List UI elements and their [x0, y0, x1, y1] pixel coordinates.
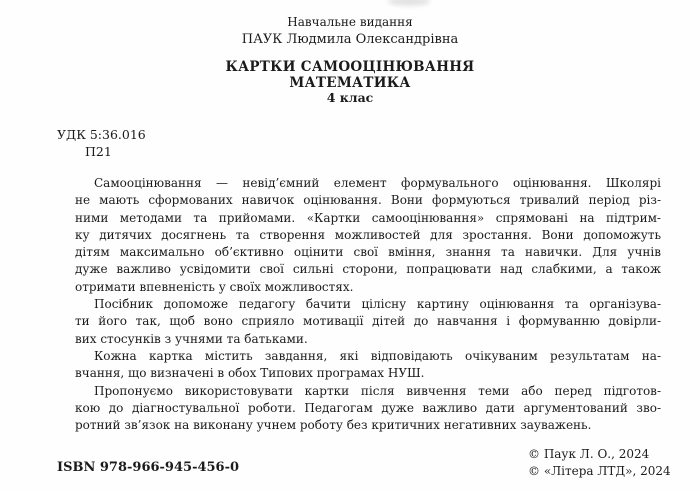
- paragraph-line: не мають сформованих навичок оцінювання. Вони формуються тривалий період різ-: [75, 193, 661, 208]
- header-block: [0, 15, 700, 105]
- paragraph-line: кою до діагностувальної роботи. Педагогам дуже важливо дати аргументований зво-: [75, 400, 661, 415]
- edition-note: Навчальне видання: [287, 15, 413, 29]
- paragraph-line: вих стосунків з учнями та батьками.: [75, 331, 308, 346]
- paragraph-line: Пропонуємо використовувати картки після вивчення теми або перед підготов-: [94, 383, 661, 398]
- classification-block: [57, 126, 146, 160]
- annotation-text: [75, 175, 661, 434]
- paragraph-line: дітям максимально об’єктивно оцінити свої вміння, знання та навички. Для учнів: [75, 245, 661, 260]
- paragraph-line: ними методами та прийомами. «Картки самооцінювання» спрямовані на підтрим-: [75, 210, 661, 225]
- isbn: ISBN 978-966-945-456-0: [57, 460, 240, 475]
- book-grade: 4 клас: [326, 90, 374, 105]
- book-subject: МАТЕМАТИКА: [289, 75, 411, 91]
- copyright-author: © Паук Л. О., 2024: [528, 447, 650, 461]
- paragraph-line: ти його так, щоб воно сприяло мотивації дітей до навчання і формуванню довірли-: [75, 314, 661, 329]
- paragraph-line: Самооцінювання — невід’ємний елемент формувального оцінювання. Школярі: [94, 176, 661, 190]
- paragraph-line: ку дитячих досягнень та створення можливостей для зростання. Вони допоможуть: [75, 227, 661, 242]
- udc-code: УДК 5:36.016: [57, 127, 146, 142]
- paragraph-line: ротний зв’язок на виконану учнем роботу без критичних негативних зауважень.: [75, 418, 592, 433]
- author-sign-code: П21: [85, 144, 112, 159]
- scan-artifact: [388, 0, 430, 6]
- paragraph-line: отримати впевненість у своїх можливостях.: [75, 279, 354, 294]
- paragraph-line: вчання, що визначені в обох Типових програмах НУШ.: [75, 366, 425, 381]
- copyright-publisher: © «Літера ЛТД», 2024: [528, 464, 671, 478]
- author-name: ПАУК Людмила Олександрівна: [241, 32, 459, 47]
- copyright-block: [528, 446, 671, 480]
- paragraph-line: дуже важливо усвідомити свої сильні сторони, попрацювати над слабкими, а також: [75, 262, 661, 277]
- book-title: КАРТКИ САМООЦІНЮВАННЯ: [225, 59, 475, 75]
- paragraph-line: Кожна картка містить завдання, які відповідають очікуваним результатам на-: [94, 348, 661, 363]
- paragraph-line: Посібник допоможе педагогу бачити цілісну картину оцінювання та організува-: [94, 297, 661, 312]
